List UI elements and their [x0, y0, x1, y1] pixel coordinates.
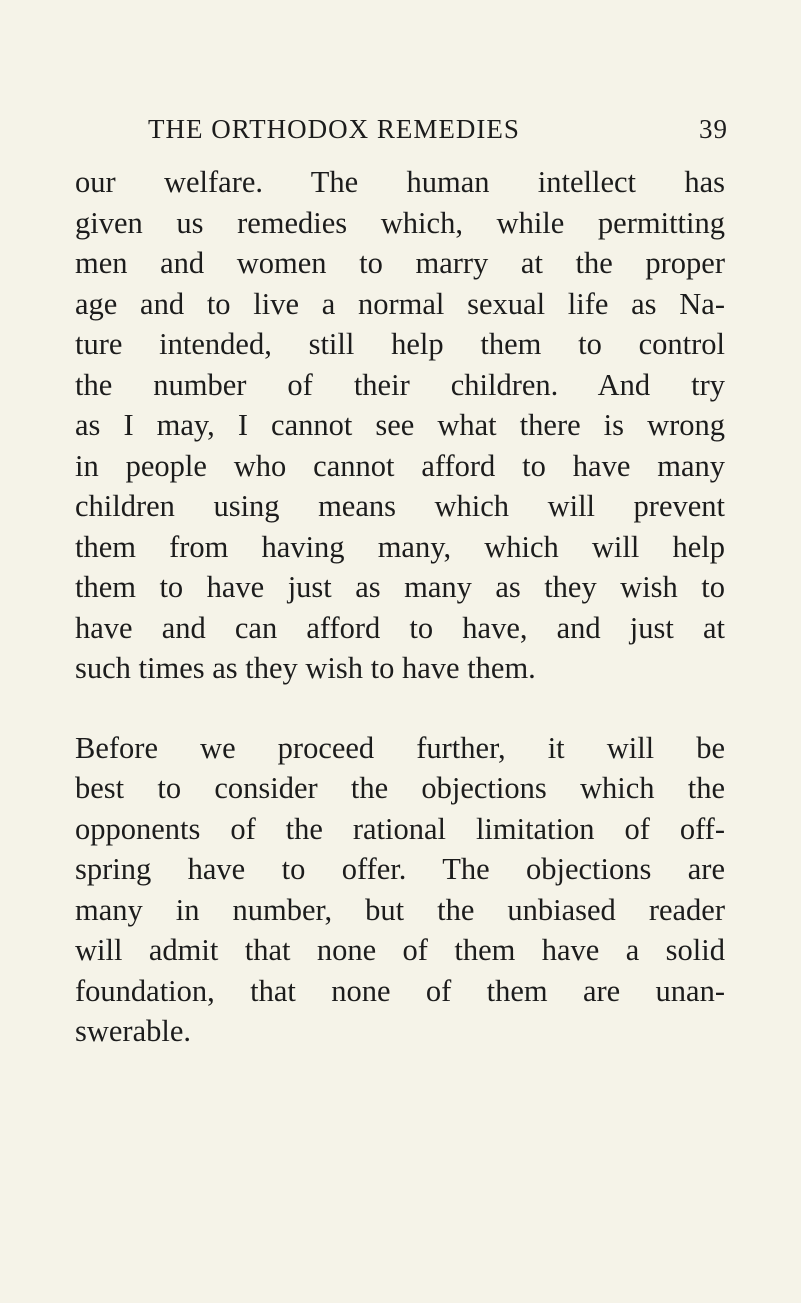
- text-line: our welfare. The human intellect has: [75, 165, 725, 199]
- text-line: in people who cannot afford to have many: [75, 448, 725, 483]
- running-head-title: THE ORTHODOX REMEDIES: [148, 114, 520, 144]
- text-line: as I may, I cannot see what there is wrong: [75, 408, 725, 442]
- text-line: foundation, that none of them are unan-: [75, 973, 725, 1008]
- body-text: [75, 162, 725, 1052]
- paragraph-spacer: [75, 689, 725, 728]
- text-line: best to consider the objections which the: [75, 771, 725, 805]
- paragraph-1: [75, 162, 725, 689]
- text-line: children using means which will prevent: [75, 489, 725, 523]
- page-number: 39: [699, 114, 728, 144]
- text-line: have and can afford to have, and just at: [75, 610, 725, 645]
- text-line: spring have to offer. The objections are: [75, 852, 725, 886]
- text-line: them from having many, which will help: [75, 529, 725, 564]
- running-head: [148, 114, 728, 154]
- text-line: swerable.: [75, 1014, 192, 1048]
- text-line: ture intended, still help them to control: [75, 327, 725, 361]
- text-line: will admit that none of them have a solid: [75, 933, 725, 967]
- text-line: them to have just as many as they wish to: [75, 570, 725, 604]
- paragraph-2: [75, 728, 725, 1052]
- text-line: opponents of the rational limitation of off-: [75, 811, 725, 846]
- text-line: age and to live a normal sexual life as Na-: [75, 286, 725, 321]
- text-line: the number of their children. And try: [75, 367, 725, 402]
- text-line: men and women to marry at the proper: [75, 246, 725, 280]
- text-line: Before we proceed further, it will be: [75, 730, 725, 765]
- text-line: many in number, but the unbiased reader: [75, 892, 725, 927]
- text-line: given us remedies which, while permitting: [75, 205, 725, 240]
- text-line: such times as they wish to have them.: [75, 651, 536, 685]
